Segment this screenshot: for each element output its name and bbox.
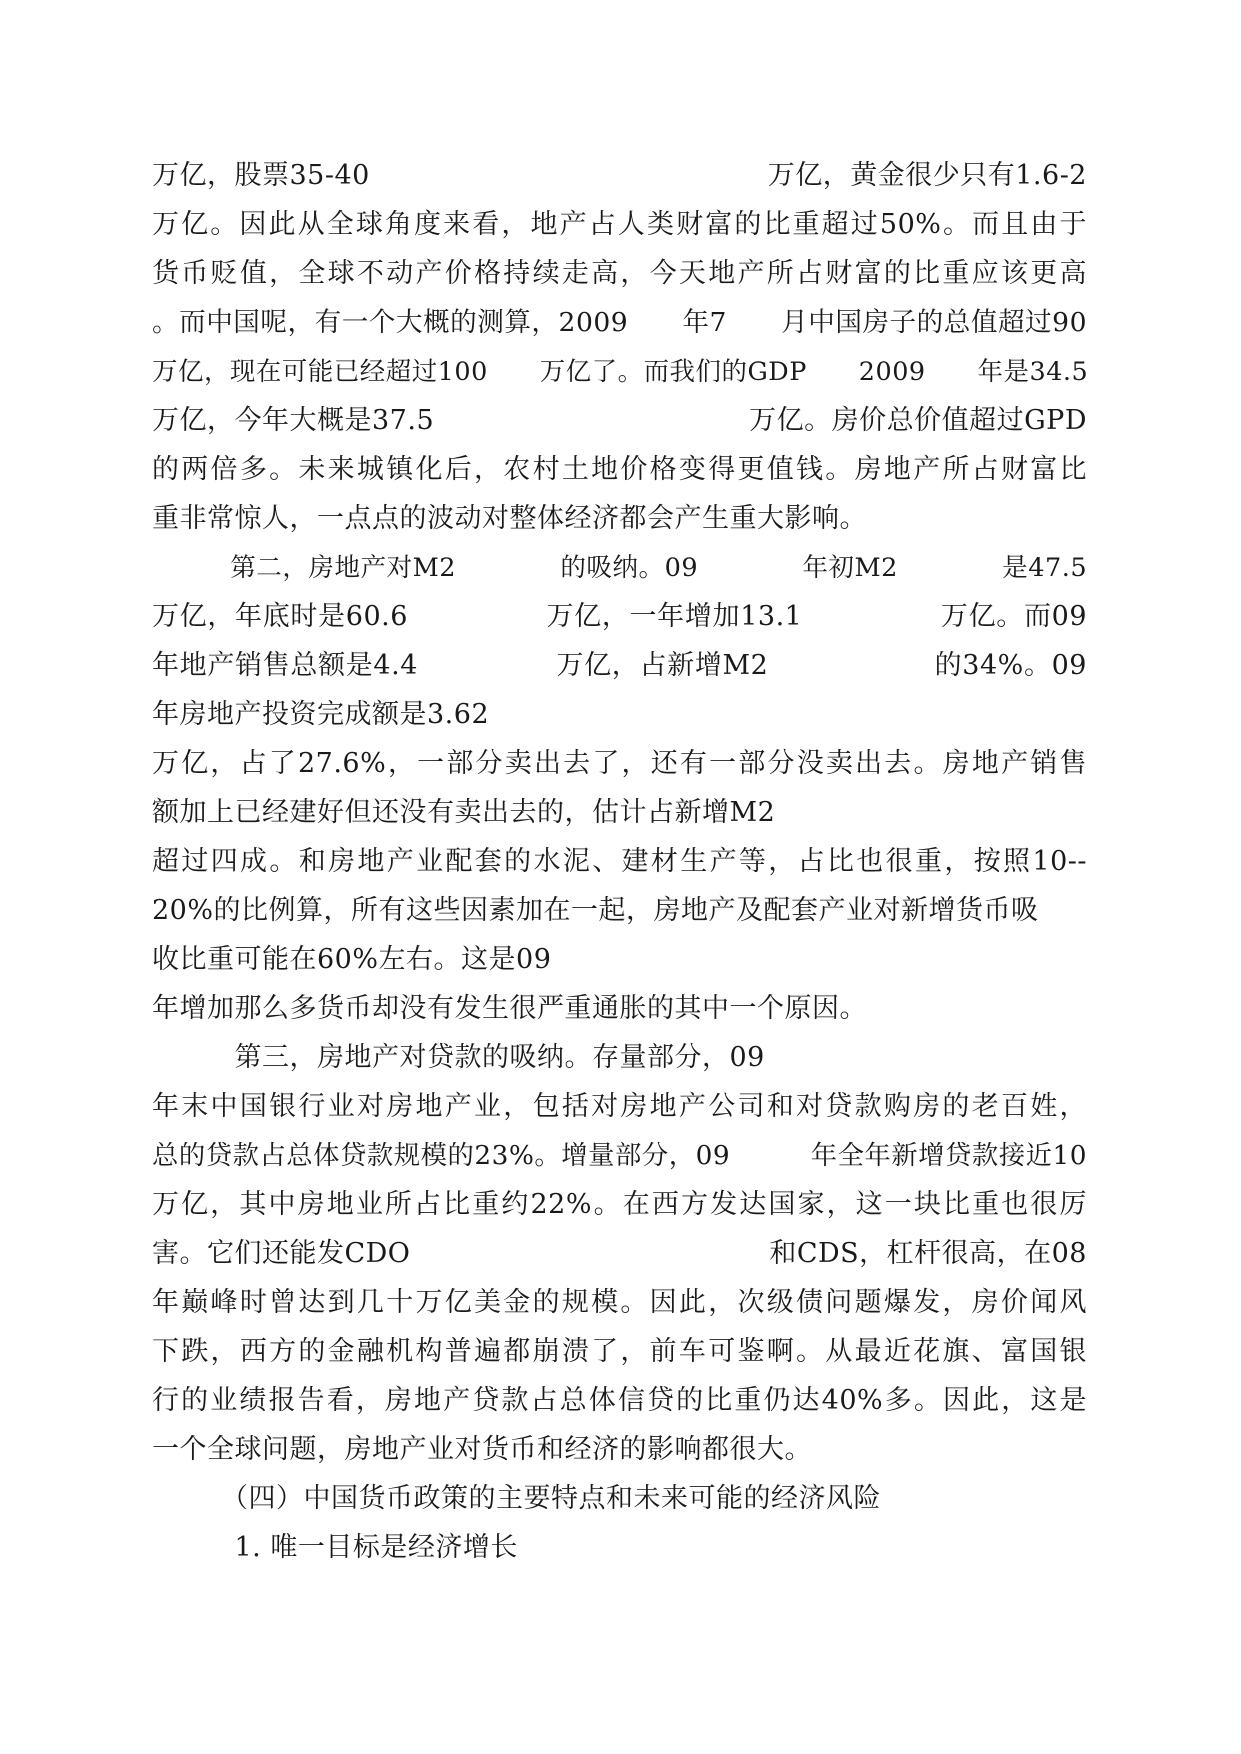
- text-line: 总的贷款占总体贷款规模的23%。增量部分，09 年全年新增贷款接近10: [152, 1141, 1087, 1171]
- text-line: 年巅峰时曾达到几十万亿美金的规模。因此，次级债问题爆发，房价闻风: [152, 1287, 1087, 1318]
- text-line: 年地产销售总额是4.4 万亿，占新增M2 的34%。09: [152, 650, 1087, 681]
- text-line: 年房地产投资完成额是3.62: [152, 699, 490, 730]
- subsection-heading: 1. 唯一目标是经济增长: [152, 1532, 518, 1563]
- text-line: 20%的比例算，所有这些因素加在一起，房地产及配套产业对新增货币吸: [152, 895, 1039, 926]
- section-heading: （四）中国货币政策的主要特点和未来可能的经济风险: [152, 1483, 881, 1514]
- text-line: 额加上已经建好但还没有卖出去的，估计占新增M2: [152, 797, 776, 828]
- text-line: 年增加那么多货币却没有发生很严重通胀的其中一个原因。: [152, 993, 867, 1024]
- text-line: 年末中国银行业对房地产业，包括对房地产公司和对贷款购房的老百姓，: [152, 1091, 1087, 1122]
- text-line-left: 万亿，今年大概是37.5: [152, 405, 435, 436]
- text-line: 货币贬值，全球不动产价格持续走高，今天地产所占财富的比重应该更高: [152, 258, 1087, 289]
- text-line: 重非常惊人，一点点的波动对整体经济都会产生重大影响。: [152, 503, 867, 534]
- text-line-right: 万亿，黄金很少只有1.6-2: [767, 160, 1087, 191]
- text-line: 万亿，其中房地业所占比重约22%。在西方发达国家，这一块比重也很厉: [152, 1189, 1087, 1220]
- text-line: 的两倍多。未来城镇化后，农村土地价格变得更值钱。房地产所占财富比: [152, 454, 1087, 485]
- text-line: 收比重可能在60%左右。这是09: [152, 944, 552, 975]
- text-line-left: 害。它们还能发CDO: [152, 1238, 411, 1269]
- text-line: 。而中国呢，有一个大概的测算，2009 年7 月中国房子的总值超过90: [152, 307, 1087, 338]
- text-line: 万亿，年底时是60.6 万亿，一年增加13.1 万亿。而09: [152, 601, 1087, 632]
- text-line: 第三，房地产对贷款的吸纳。存量部分，09: [152, 1042, 765, 1073]
- text-line-right: 和CDS，杠杆很高，在08: [769, 1238, 1087, 1269]
- text-line: [152, 1230, 1087, 1278]
- text-line: 一个全球问题，房地产业对货币和经济的影响都很大。: [152, 1434, 812, 1465]
- text-line: 万亿，占了27.6%，一部分卖出去了，还有一部分没卖出去。房地产销售: [152, 748, 1087, 779]
- text-line: 万亿。因此从全球角度来看，地产占人类财富的比重超过50%。而且由于: [152, 209, 1087, 240]
- text-line-left: 万亿，股票35-40: [152, 160, 370, 191]
- text-line: 超过四成。和房地产业配套的水泥、建材生产等，占比也很重，按照10--: [152, 846, 1087, 877]
- text-line: [152, 397, 1087, 445]
- text-line: 下跌，西方的金融机构普遍都崩溃了，前车可鉴啊。从最近花旗、富国银: [152, 1336, 1087, 1367]
- text-line: 行的业绩报告看，房地产贷款占总体信贷的比重仍达40%多。因此，这是: [152, 1385, 1087, 1416]
- text-line: 万亿，现在可能已经超过100 万亿了。而我们的GDP 2009 年是34.5: [152, 357, 1089, 387]
- text-line-right: 万亿。房价总价值超过GPD: [749, 405, 1087, 436]
- text-line: [152, 152, 1087, 200]
- text-line: 第二，房地产对M2 的吸纳。09 年初M2 是47.5: [152, 553, 1088, 583]
